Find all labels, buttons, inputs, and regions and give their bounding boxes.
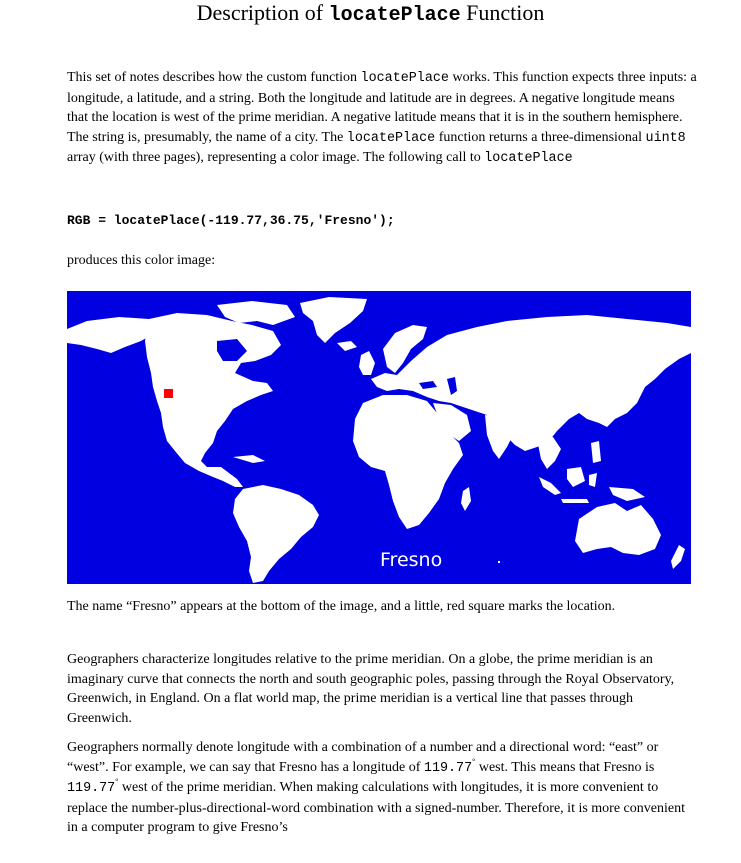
intro-code-2: locatePlace xyxy=(346,130,436,146)
intro-code-1: locatePlace xyxy=(360,71,449,86)
intro-text-1: This set of notes describes how the custom function xyxy=(67,70,361,85)
longitude-text-1: Geographers normally denote longitude with a combination of a number and a directional word: “east” or “west”. For example, we can say that Fresno has a longitude of xyxy=(67,740,659,775)
intro-code-3: uint8 xyxy=(645,130,686,146)
longitude-value-2: 119.77 xyxy=(67,781,116,797)
page-title xyxy=(0,0,741,29)
longitude-value-1: 119.77 xyxy=(423,760,473,776)
intro-text-4: array (with three pages), representing a color image. The following call to xyxy=(67,150,485,166)
degree-sign-2: ° xyxy=(115,777,119,787)
intro-text-3: function returns a three-dimensional xyxy=(435,129,646,145)
intro-code-4: locatePlace xyxy=(484,151,573,167)
longitude-paragraph xyxy=(67,738,697,838)
code-example: RGB = locatePlace(-119.77,36.75,'Fresno'); xyxy=(67,213,395,228)
longitude-text-3: west of the prime meridian. When making calculations with longitudes, it is more convenient to replace the number-plus-directional-word combination with a signed-number. Therefore, it is more convenient in a computer program to give Fresno’s xyxy=(67,780,685,836)
world-map xyxy=(67,291,691,584)
title-suffix: Function xyxy=(460,0,545,25)
intro-text-2: works. This function expects three inputs: a longitude, a latitude, and a string. Both the longitude and latitude are in degrees. A negative longitude means that the location is west of the prime meridian. A negative latitude means that it is in the southern hemisphere. The string is, presumably, the name of a city. The xyxy=(67,70,697,145)
longitude-text-2: west. This means that Fresno is xyxy=(475,759,655,775)
map-dot xyxy=(498,561,500,563)
title-prefix: Description of xyxy=(196,0,329,25)
world-map-image xyxy=(67,291,691,584)
caption-paragraph: The name “Fresno” appears at the bottom of the image, and a little, red square marks the location. xyxy=(67,599,616,614)
intro-paragraph xyxy=(67,68,697,169)
degree-sign-1: ° xyxy=(472,756,476,766)
prime-meridian-paragraph: Geographers characterize longitudes relative to the prime meridian. On a globe, the prime meridian is an imaginary curve that connects the north and south geographic poles, passing through the Royal Observatory, Greenwich, in England. On a flat world map, the prime meridian is a vertical line that passes through Greenwich. xyxy=(67,652,675,726)
java xyxy=(561,499,589,503)
location-marker xyxy=(164,389,173,398)
produces-text: produces this color image: xyxy=(67,253,216,268)
title-function-name: locatePlace xyxy=(328,4,461,27)
map-place-label: Fresno xyxy=(380,549,443,571)
